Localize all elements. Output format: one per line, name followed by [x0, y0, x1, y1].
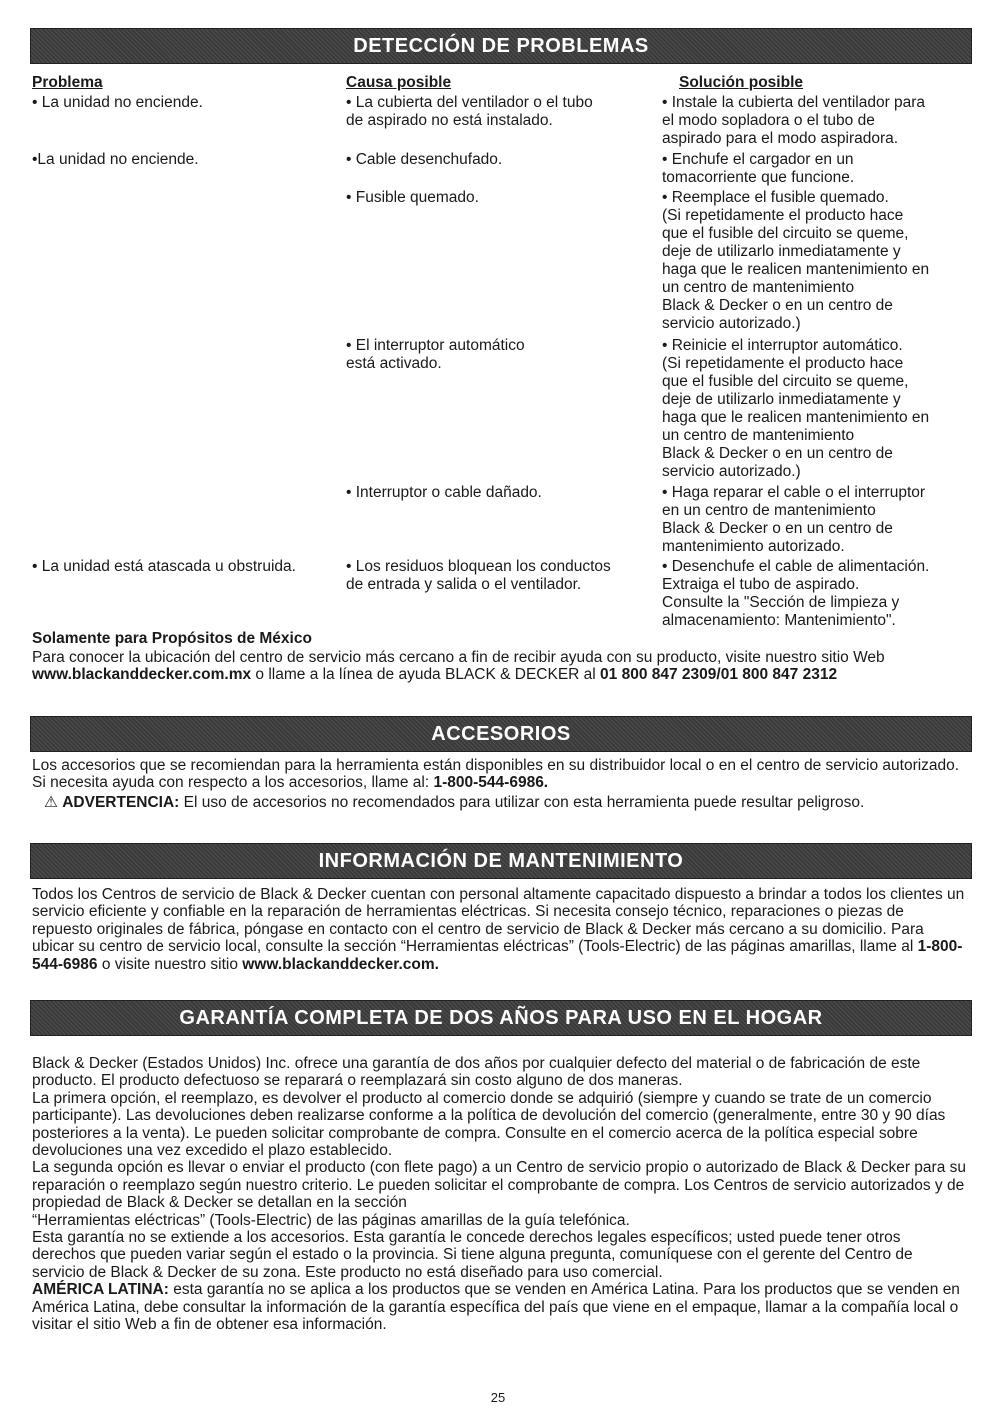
mexico-text-2: o llame a la línea de ayuda BLACK & DECKER al: [251, 666, 601, 684]
warning-icon: ⚠: [44, 794, 58, 811]
accessories-paragraph: [32, 757, 967, 792]
solution-3: • Reemplace el fusible quemado. (Si repetidamente el producto hace que el fusible del circuito se queme, deje de utilizarlo inmediatamente y haga que le realicen mantenimiento en un centro de mantenimiento Black & Decker o en un centro de servicio autorizado.): [662, 189, 930, 332]
problem-1: • La unidad no enciende.: [32, 94, 203, 111]
cause-1: • La cubierta del ventilador o el tubo de aspirado no está instalado.: [346, 94, 593, 129]
cause-6: • Los residuos bloquean los conductos de entrada y salida o el ventilador.: [346, 558, 611, 593]
cause-2: • Cable desenchufado.: [346, 151, 503, 168]
warning-paragraph: [32, 794, 967, 811]
latin-america-label: AMÉRICA LATINA:: [32, 1281, 169, 1299]
header-cause: Causa posible: [346, 74, 452, 91]
maintenance-banner: [30, 843, 972, 879]
warranty-text: [32, 1055, 967, 1334]
page-number: 25: [490, 1390, 506, 1405]
accessories-text: Los accesorios que se recomiendan para la herramienta están disponibles en su distribuidor local o en el centro de servicio autorizado. Si necesita ayuda con respecto a los accesorios, llame al:: [32, 757, 960, 792]
maintenance-paragraph: [32, 886, 967, 973]
maintenance-url-link[interactable]: www.blackanddecker.com.: [242, 955, 439, 973]
solution-5: • Haga reparar el cable o el interruptor en un centro de mantenimiento Black & Decker o en un centro de mantenimiento autorizado.: [662, 484, 926, 555]
warranty-title: GARANTÍA COMPLETA DE DOS AÑOS PARA USO EN EL HOGAR: [179, 1006, 823, 1029]
warranty-paragraph-4: Esta garantía no se extiende a los accesorios. Esta garantía le concede derechos legales específicos; usted puede tener otros derechos que pueden variar según el estado o la provincia. Si tiene alguna pregunta, comuníquese con el gerente del Centro de servicio de Black & Decker de su zona. Este producto no está diseñado para uso comercial.: [32, 1229, 913, 1281]
mexico-url-link[interactable]: www.blackanddecker.com.mx: [32, 666, 252, 684]
problem-3: • La unidad está atascada u obstruida.: [32, 558, 296, 575]
solution-1: • Instale la cubierta del ventilador para el modo sopladora o el tubo de aspirado para el modo aspiradora.: [662, 94, 926, 147]
cause-3: • Fusible quemado.: [346, 189, 479, 206]
cause-5: • Interruptor o cable dañado.: [346, 484, 542, 501]
accessories-phone: 1-800-544-6986.: [433, 774, 549, 792]
warranty-paragraph-3: La segunda opción es llevar o enviar el producto (con flete pago) a un Centro de servicio propio o autorizado de Black & Decker para su reparación o reemplazo según nuestro criterio. Le pueden solicitar el comprobante de compra. Los Centros de servicio autorizados y de propiedad de Black & Decker se detallan en la sección: [32, 1159, 966, 1212]
mexico-title: Solamente para Propósitos de México: [32, 630, 312, 647]
warranty-banner: [30, 1000, 972, 1036]
mexico-paragraph: [32, 649, 967, 684]
troubleshooting-title: DETECCIÓN DE PROBLEMAS: [353, 34, 649, 57]
accessories-title: ACCESORIOS: [431, 722, 571, 745]
maintenance-phone: 1-800-544-6986: [32, 938, 963, 973]
warranty-paragraph-3b: “Herramientas eléctricas” (Tools-Electric) de las páginas amarillas de la guía telefónica.: [32, 1211, 630, 1229]
header-problem: Problema: [32, 74, 103, 91]
warning-label: ADVERTENCIA:: [62, 794, 180, 811]
mexico-phone: 01 800 847 2309/01 800 847 2312: [600, 666, 838, 684]
latin-america-text: esta garantía no se aplica a los productos que se venden en América Latina. Para los productos que se venden en América Latina, debe consultar la información de la garantía específica del país que viene en el empaque, llamar a la compañía local o visitar el sitio Web a fin de obtener esa información.: [32, 1281, 960, 1334]
warranty-paragraph-5: [32, 1281, 967, 1333]
solution-2: • Enchufe el cargador en un tomacorriente que funcione.: [662, 151, 855, 186]
solution-4: • Reinicie el interruptor automático. (Si repetidamente el producto hace que el fusible del circuito se queme, deje de utilizarlo inmediatamente y haga que le realicen mantenimiento en un centro de mantenimiento Black & Decker o en un centro de servicio autorizado.): [662, 337, 930, 480]
warranty-paragraph-2: La primera opción, el reemplazo, es devolver el producto al comercio donde se adquirió (siempre y cuando se trate de un comercio participante). Las devoluciones deben realizarse conforme a la política de devolución del comercio (generalmente, entre 30 y 90 días posteriores a la venta). Le pueden solicitar comprobante de compra. Consulte en el comercio acerca de la política especial sobre devoluciones una vez excedido el plazo establecido.: [32, 1089, 946, 1160]
header-solution: Solución posible: [679, 74, 804, 91]
warranty-paragraph-1: Black & Decker (Estados Unidos) Inc. ofrece una garantía de dos años por cualquier defecto del material o de fabricación de este producto. El producto defectuoso se reparará o reemplazará sin costo alguno de dos maneras.: [32, 1055, 921, 1090]
mexico-text-1: Para conocer la ubicación del centro de servicio más cercano a fin de recibir ayuda con su producto, visite nuestro sitio Web: [32, 649, 885, 666]
maintenance-title: INFORMACIÓN DE MANTENIMIENTO: [318, 849, 684, 872]
troubleshooting-banner: [30, 28, 972, 64]
maintenance-text-1: Todos los Centros de servicio de Black & Decker cuentan con personal altamente capacitado dispuesto a brindar a todos los clientes un servicio eficiente y confiable en la reparación de herramientas eléctricas. Si necesita consejo técnico, reparaciones o piezas de repuesto originales de fábrica, póngase en contacto con el centro de servicio de Black & Decker más cercano a su domicilio. Para ubicar su centro de servicio local, consulte la sección “Herramientas eléctricas” (Tools-Electric) de las páginas amarillas, llame al: [32, 886, 965, 956]
problem-2: •La unidad no enciende.: [32, 151, 199, 168]
solution-6: • Desenchufe el cable de alimentación. Extraiga el tubo de aspirado. Consulte la "Sección de limpieza y almacenamiento: Mantenimiento".: [662, 558, 930, 629]
accessories-banner: [30, 716, 972, 752]
maintenance-text-2: o visite nuestro sitio: [97, 955, 243, 973]
cause-4: • El interruptor automático está activado.: [346, 337, 525, 372]
warning-text: El uso de accesorios no recomendados para utilizar con esta herramienta puede resultar peligroso.: [179, 794, 865, 811]
